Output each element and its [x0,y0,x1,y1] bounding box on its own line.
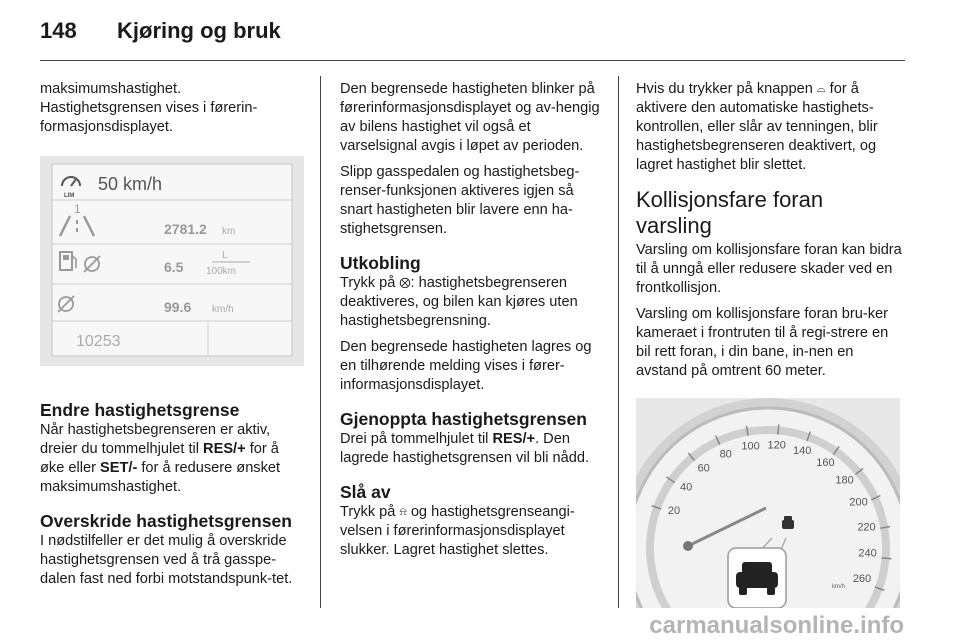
gauge-unit: km/h [832,584,846,590]
odometer-value: 10253 [76,333,121,350]
paragraph-release: Slipp gasspedalen og hastighetsbeg-renser-funksjonen aktiveres igjen så snart hastigheten blir lavere enn ha-stighetsgrensen. [340,164,580,237]
vehicle-ahead-indicator-icon [728,548,786,608]
gauge-tick-mark [778,425,779,435]
fuel-unit-bottom: 100km [206,266,237,277]
gauge-tick-label: 80 [719,448,732,461]
heading-disable: Utkobling [340,253,421,273]
gauge-tick-label: 260 [852,573,872,586]
paragraph-exceed-limit: I nødstilfeller er det mulig å overskride hastighetsgrensen ved å trå gasspe-dalen fast ned forbi motstandspunk-tet. [40,533,293,587]
gauge-tick-label: 40 [679,481,693,494]
speed-limiter-button-icon: ⍾ [399,506,407,518]
cancel-button-icon: ⨂ [399,277,411,289]
page-number: 148 [40,18,77,43]
heading-exceed-limit: Overskride hastighetsgrensen [40,511,292,531]
gauge-tick-label: 180 [835,474,854,487]
trip-value: 2781.2 [164,221,207,237]
gauge-tick-label: 140 [793,445,812,457]
lim-label: LIM [64,193,75,199]
speedometer-figure [636,398,900,608]
heading-resume: Gjenoppta hastighetsgrensen [340,409,587,429]
chapter-title: Kjøring og bruk [117,18,281,43]
average-speed-unit: km/h [212,304,234,315]
gauge-tick-mark [882,558,892,559]
gauge-tick-label: 220 [857,521,876,534]
paragraph-cruise-button: Hvis du trykker på knappen ⌓ for å aktivere den automatiske hastighets-kontrollen, eller slår av tenningen, blir hastighetsbegrenseren deaktivert, og lagret hastighet blir slettet. [636,81,878,173]
paragraph-blink: Den begrensede hastigheten blinker på førerinformasjonsdisplayet og av-hengig av bilens hastighet vil også et varselsignal avgis i løpet av perioden. [340,81,600,154]
trip-label: 1 [74,202,81,216]
fuel-unit-top: L [222,250,228,261]
trip-unit: km [222,226,236,237]
column-divider [320,76,321,608]
column-3 [636,80,902,614]
gauge-tick-label: 240 [858,547,877,560]
column-1 [40,80,304,596]
paragraph-switch-off: Trykk på ⍾ og hastighetsgrenseangi-velsen i førerinformasjonsdisplayet slukker. Lagret hastighet slettes. [340,504,575,558]
watermark: carmanualsonline.info [649,612,904,639]
heading-change-limit: Endre hastighetsgrense [40,400,240,420]
paragraph-disable: Trykk på ⨂: hastighetsbegrenseren deaktiveres, og bilen kan kjøres uten hastighetsbegrensning. [340,275,578,329]
paragraph-collision-2: Varsling om kollisjonsfare foran bru-ker kameraet i frontruten til å regi-strere en bil rett foran, i din bane, in-nen en avstand på omtrent 60 meter. [636,306,889,379]
column-divider [618,76,619,608]
header-rule [40,60,905,61]
gauge-tick-label: 120 [767,439,786,452]
paragraph-change-limit: Når hastighetsbegrenseren er aktiv, dreier du tommelhjulet til RES/+ for å øke eller SET/- for å redusere ønsket maksimumshastighet. [40,422,281,495]
gauge-tick-label: 20 [667,504,681,517]
heading-switch-off: Slå av [340,482,391,502]
intro-paragraph: maksimumshastighet. Hastighetsgrensen vises i førerin-formasjonsdisplayet. [40,81,258,135]
gauge-tick-label: 160 [816,457,835,470]
average-speed-value: 99.6 [164,299,192,315]
driver-info-display-figure [40,156,304,366]
paragraph-stored: Den begrensede hastigheten lagres og en tilhørende melding vises i fører-informasjonsdisplayet. [340,339,592,393]
gauge-tick-label: 60 [697,462,710,475]
paragraph-collision-1: Varsling om kollisjonsfare foran kan bidra til å unngå eller redusere skader ved en frontkollisjon. [636,242,902,296]
speed-limit-value: 50 km/h [98,174,163,194]
fuel-value: 6.5 [164,259,184,275]
gauge-tick-label: 100 [741,440,760,453]
cruise-control-button-icon: ⌓ [816,83,826,95]
gauge-tick-label: 200 [849,496,868,509]
column-2 [340,80,604,567]
paragraph-resume: Drei på tommelhjulet til RES/+. Den lagrede hastighetsgrensen vil bli nådd. [340,431,590,466]
heading-forward-collision-alert: Kollisjonsfare foran varsling [636,187,824,238]
